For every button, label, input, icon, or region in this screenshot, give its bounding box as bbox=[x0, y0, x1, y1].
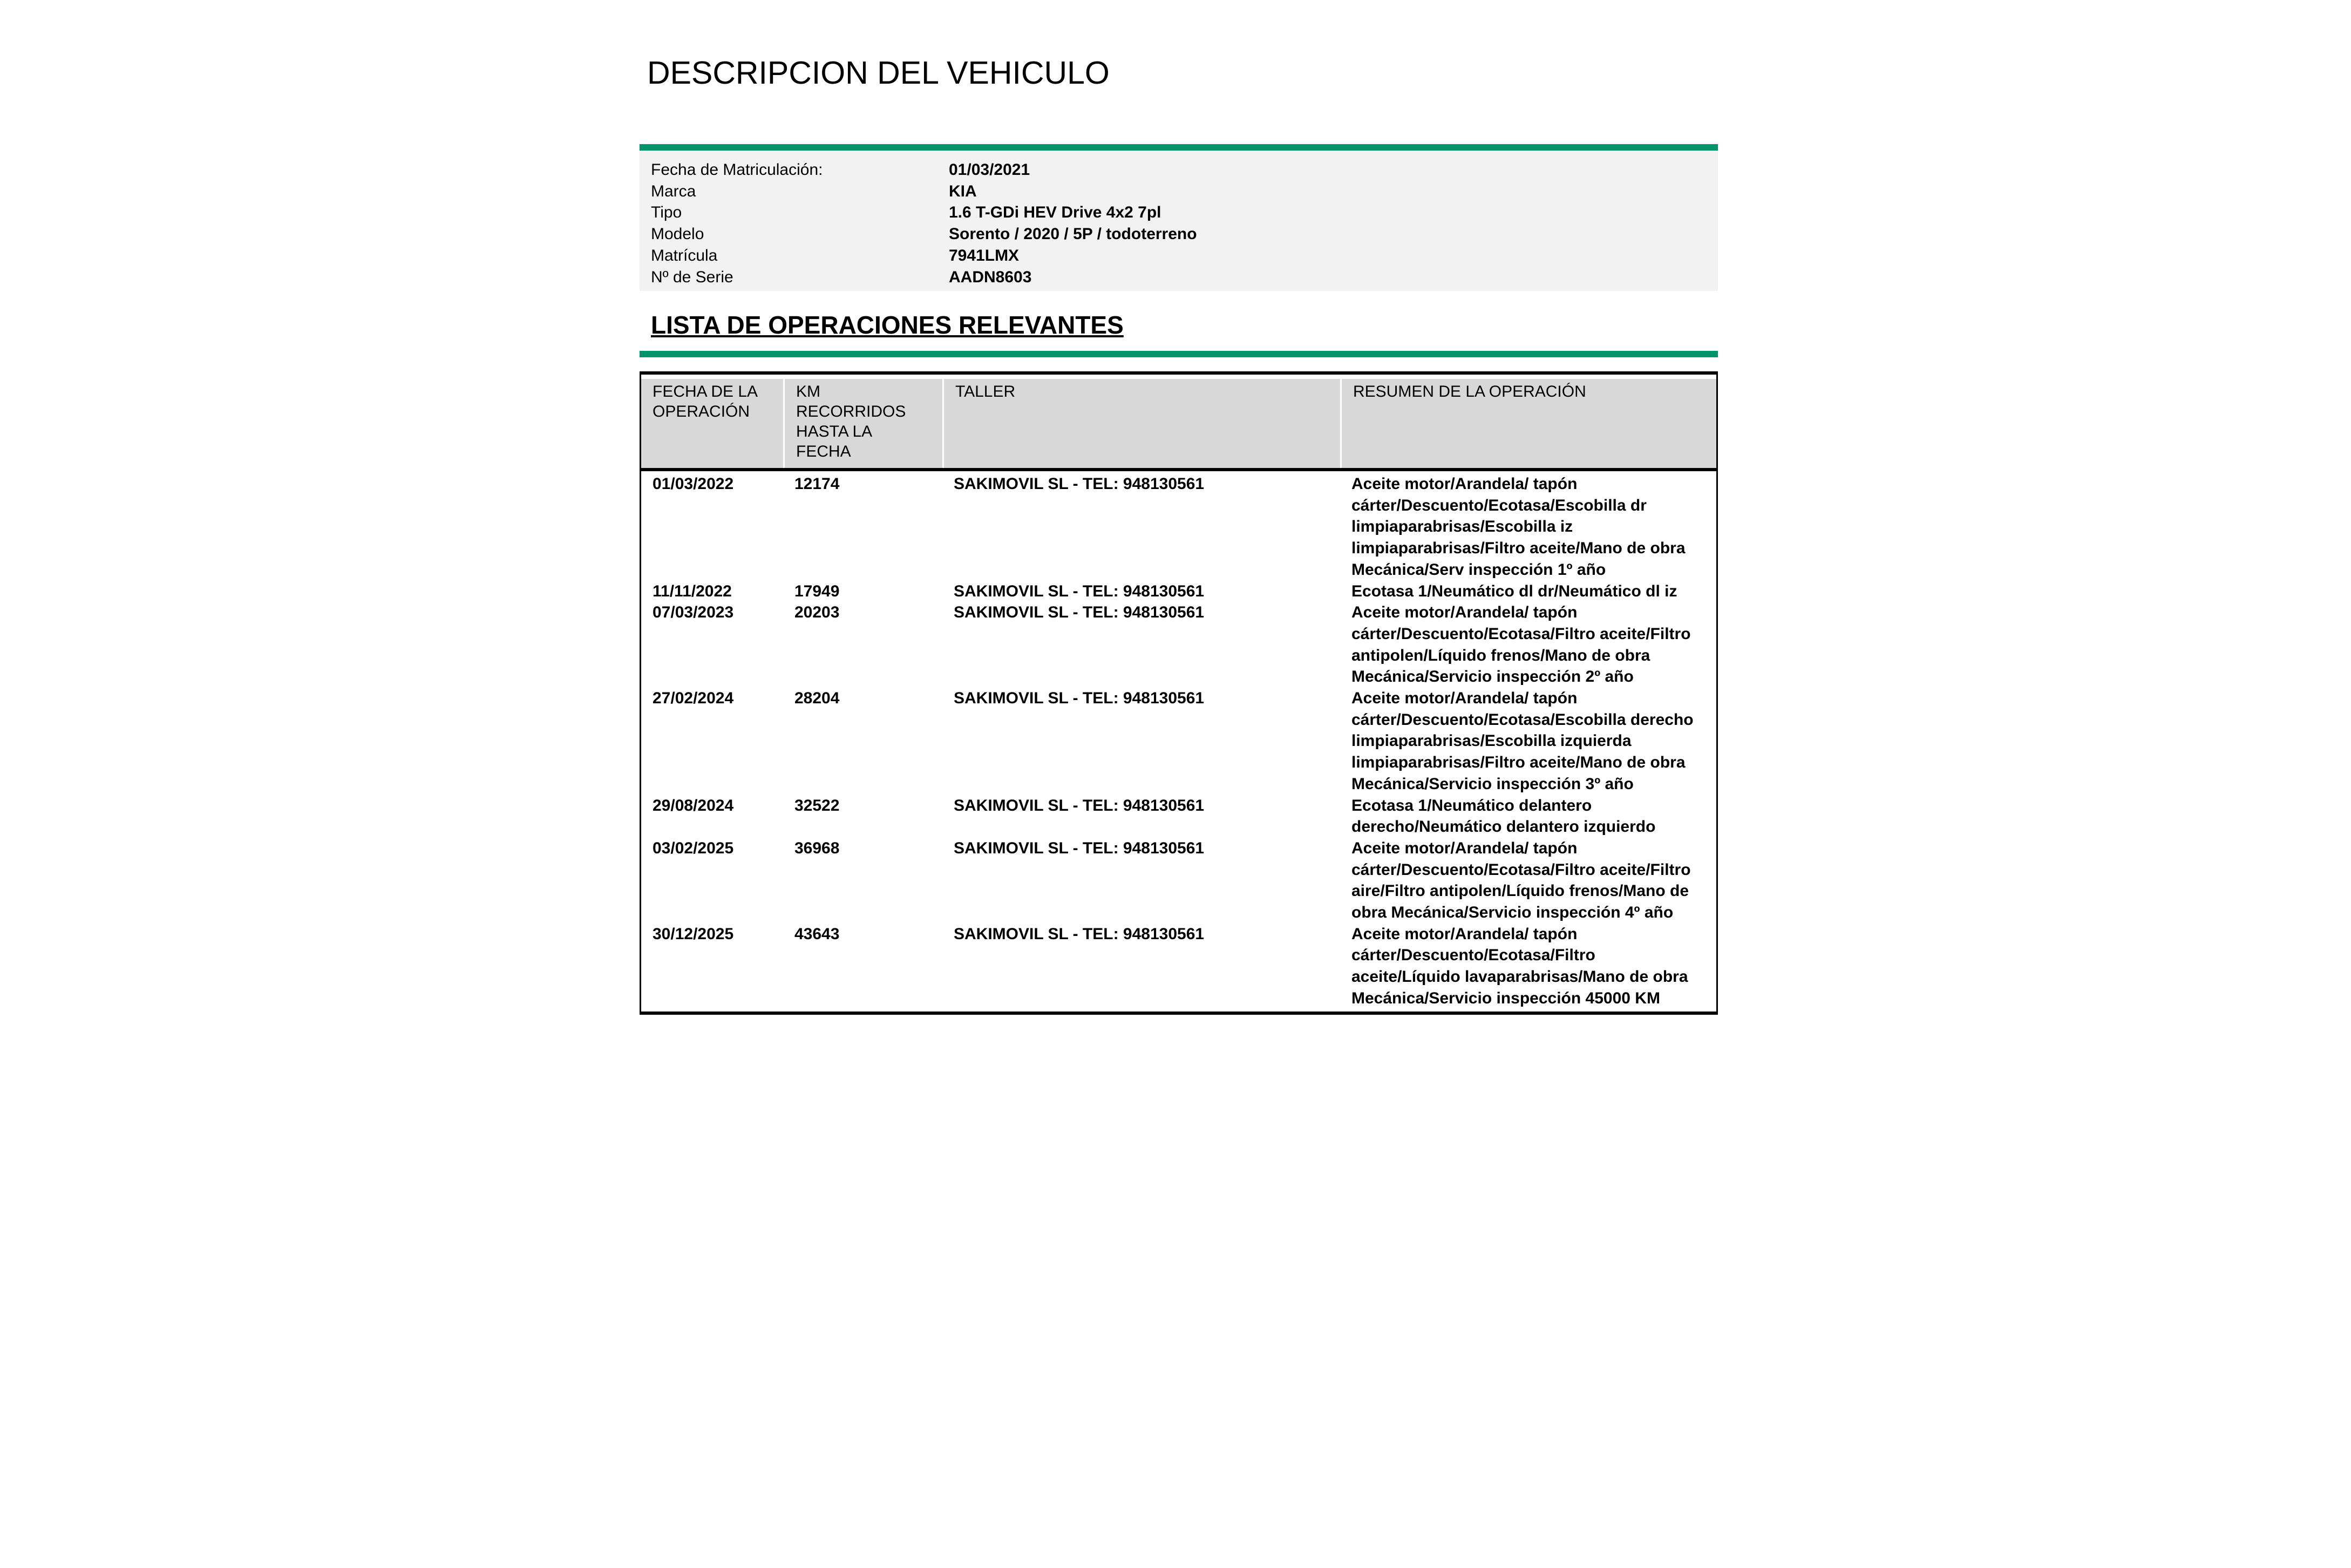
cell-fecha: 03/02/2025 bbox=[653, 839, 734, 857]
info-row-numero-serie bbox=[640, 267, 1718, 288]
cell-resumen: Aceite motor/Arandela/ tapón cárter/Descuento/Ecotasa/Escobilla derecho limpiaparabrisas/Escobilla izquierda limpiaparabrisas/Filtro aceite/Mano de obra Mecánica/Servicio inspección 3º año bbox=[1351, 689, 1694, 793]
table-row bbox=[641, 924, 1716, 1009]
cell-fecha: 29/08/2024 bbox=[653, 796, 734, 814]
table-row bbox=[641, 795, 1716, 838]
cell-fecha: 01/03/2022 bbox=[653, 475, 734, 493]
table-row bbox=[641, 473, 1716, 581]
info-label: Fecha de Matriculación: bbox=[651, 161, 823, 179]
vehicle-info-panel bbox=[640, 151, 1718, 291]
cell-resumen: Aceite motor/Arandela/ tapón cárter/Descuento/Ecotasa/Escobilla dr limpiaparabrisas/Escobilla iz limpiaparabrisas/Filtro aceite/Mano de obra Mecánica/Serv inspección 1º año bbox=[1351, 475, 1686, 579]
info-label: Matrícula bbox=[651, 246, 718, 264]
table-row bbox=[641, 602, 1716, 688]
cell-resumen: Aceite motor/Arandela/ tapón cárter/Descuento/Ecotasa/Filtro aceite/Líquido lavaparabrisas/Mano de obra Mecánica/Servicio inspección 45000 KM bbox=[1351, 925, 1688, 1007]
cell-taller: SAKIMOVIL SL - TEL: 948130561 bbox=[954, 689, 1205, 708]
info-value: 01/03/2021 bbox=[949, 161, 1030, 179]
cell-km: 12174 bbox=[794, 475, 840, 493]
header-cell-resumen: RESUMEN DE LA OPERACIÓN bbox=[1340, 379, 1716, 468]
info-value: Sorento / 2020 / 5P / todoterreno bbox=[949, 225, 1197, 243]
cell-km: 28204 bbox=[794, 689, 840, 708]
operations-table bbox=[640, 371, 1718, 1015]
cell-resumen: Ecotasa 1/Neumático delantero derecho/Neumático delantero izquierdo bbox=[1351, 796, 1656, 836]
cell-taller: SAKIMOVIL SL - TEL: 948130561 bbox=[954, 603, 1205, 622]
info-value: 7941LMX bbox=[949, 246, 1020, 264]
table-header-gap bbox=[641, 375, 1716, 379]
cell-taller: SAKIMOVIL SL - TEL: 948130561 bbox=[954, 796, 1205, 814]
header-cell-km: KM RECORRIDOS HASTA LA FECHA bbox=[783, 379, 942, 468]
cell-km: 17949 bbox=[794, 582, 840, 600]
info-value: KIA bbox=[949, 182, 977, 200]
cell-fecha: 07/03/2023 bbox=[653, 603, 734, 622]
cell-km: 43643 bbox=[794, 925, 840, 943]
table-header-row bbox=[641, 379, 1716, 471]
cell-fecha: 27/02/2024 bbox=[653, 689, 734, 708]
info-value: AADN8603 bbox=[949, 268, 1032, 286]
info-row-matricula bbox=[640, 245, 1718, 267]
cell-resumen: Aceite motor/Arandela/ tapón cárter/Descuento/Ecotasa/Filtro aceite/Filtro aire/Filtro antipolen/Líquido frenos/Mano de obra Mecánica/Servicio inspección 4º año bbox=[1351, 839, 1691, 922]
info-row-tipo bbox=[640, 202, 1718, 223]
cell-km: 32522 bbox=[794, 796, 840, 814]
table-row bbox=[641, 838, 1716, 924]
cell-km: 36968 bbox=[794, 839, 840, 857]
table-row bbox=[641, 688, 1716, 795]
info-row-marca bbox=[640, 181, 1718, 202]
info-label: Tipo bbox=[651, 203, 682, 222]
cell-taller: SAKIMOVIL SL - TEL: 948130561 bbox=[954, 582, 1205, 600]
cell-resumen: Aceite motor/Arandela/ tapón cárter/Descuento/Ecotasa/Filtro aceite/Filtro antipolen/Líquido frenos/Mano de obra Mecánica/Servicio inspección 2º año bbox=[1351, 603, 1691, 686]
cell-resumen: Ecotasa 1/Neumático dl dr/Neumático dl iz bbox=[1351, 582, 1677, 600]
cell-fecha: 30/12/2025 bbox=[653, 925, 734, 943]
header-cell-fecha: FECHA DE LA OPERACIÓN bbox=[653, 383, 757, 420]
accent-bar-middle bbox=[640, 351, 1718, 357]
cell-taller: SAKIMOVIL SL - TEL: 948130561 bbox=[954, 925, 1205, 943]
cell-taller: SAKIMOVIL SL - TEL: 948130561 bbox=[954, 839, 1205, 857]
section-title-operaciones: LISTA DE OPERACIONES RELEVANTES bbox=[651, 311, 1124, 339]
accent-bar-top bbox=[640, 144, 1718, 151]
page-title: DESCRIPCION DEL VEHICULO bbox=[647, 55, 1110, 91]
info-value: 1.6 T-GDi HEV Drive 4x2 7pl bbox=[949, 203, 1161, 222]
info-label: Nº de Serie bbox=[651, 268, 733, 286]
info-row-fecha-matriculacion bbox=[640, 159, 1718, 181]
info-row-modelo bbox=[640, 223, 1718, 245]
cell-km: 20203 bbox=[794, 603, 840, 622]
table-body bbox=[641, 471, 1716, 1012]
cell-fecha: 11/11/2022 bbox=[653, 582, 732, 600]
cell-taller: SAKIMOVIL SL - TEL: 948130561 bbox=[954, 475, 1205, 493]
info-label: Marca bbox=[651, 182, 696, 200]
table-row bbox=[641, 581, 1716, 602]
header-cell-taller: TALLER bbox=[942, 379, 1340, 468]
info-label: Modelo bbox=[651, 225, 704, 243]
